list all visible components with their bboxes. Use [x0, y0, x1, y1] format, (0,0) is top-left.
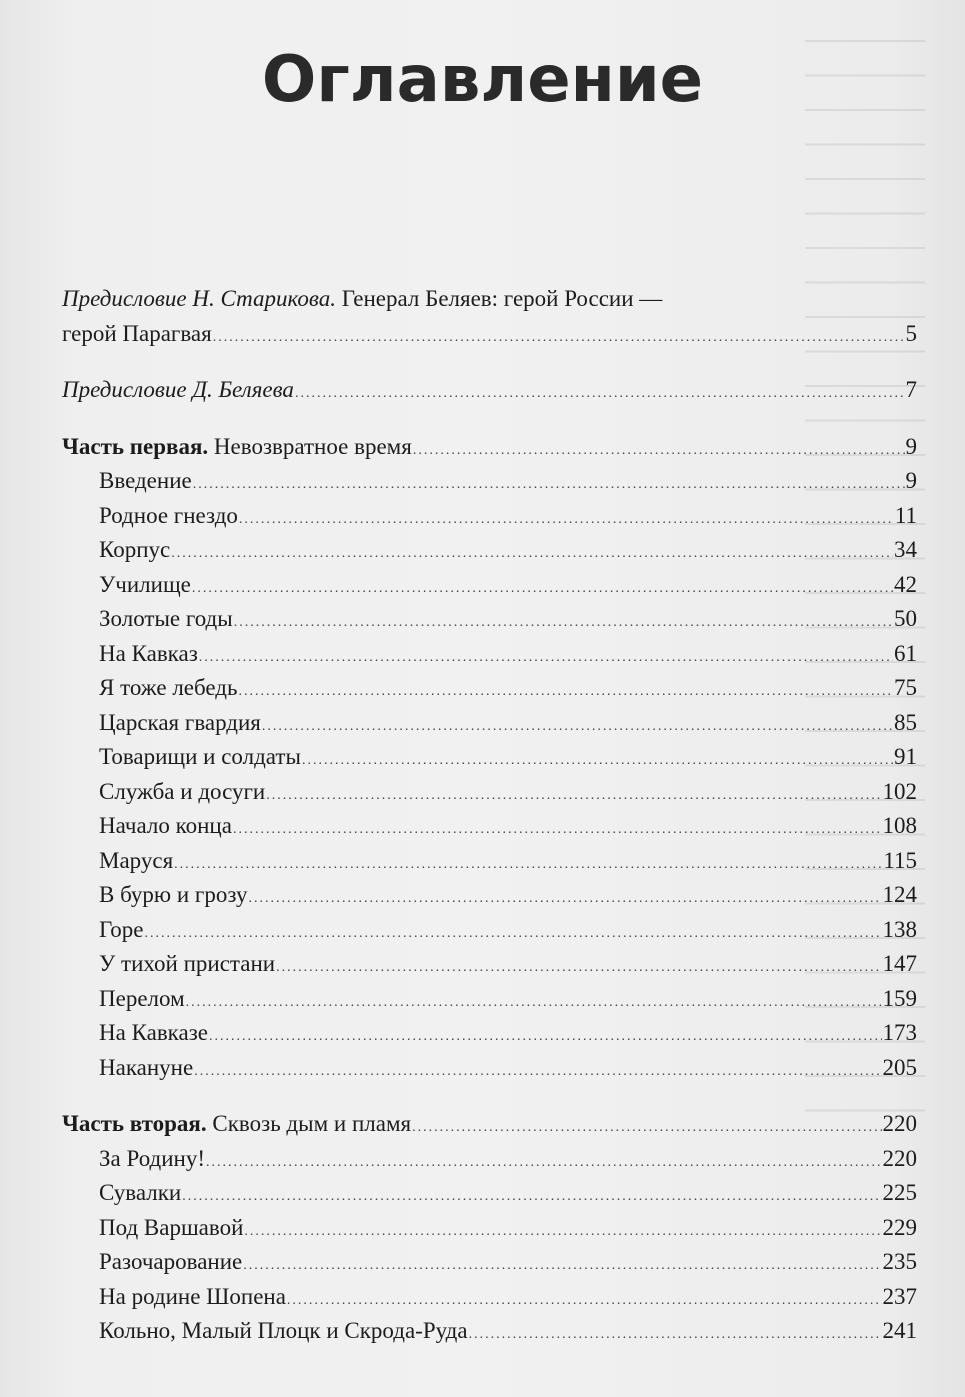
- dot-leader: [302, 744, 893, 779]
- toc-entry-page: 7: [905, 377, 917, 402]
- toc-entry-page: 91: [894, 744, 917, 769]
- toc-entry[interactable]: [62, 844, 917, 879]
- toc-entry-label: Разочарование: [99, 1249, 243, 1274]
- toc-entry-page: 138: [882, 916, 917, 942]
- toc-entry-page: 75: [894, 675, 917, 700]
- toc-entry-part-one[interactable]: [62, 430, 917, 465]
- toc-entry-label: Перелом: [99, 985, 185, 1011]
- dot-leader: [192, 572, 893, 607]
- dot-leader: [239, 503, 894, 538]
- toc-entry[interactable]: [62, 533, 917, 568]
- dot-leader: [469, 1318, 882, 1353]
- toc-entry-page: 5: [905, 320, 917, 346]
- toc-entry-foreword-starikov[interactable]: [62, 282, 917, 351]
- toc-entry-page: 9: [905, 433, 917, 459]
- toc-entry-page: 147: [882, 951, 917, 976]
- toc-entry-label: Введение: [99, 468, 192, 493]
- toc-entry[interactable]: [62, 775, 917, 810]
- toc-entry[interactable]: [62, 671, 917, 706]
- toc-entry[interactable]: [62, 1280, 917, 1315]
- toc-entry-label: Кольно, Малый Плоцк и Скрода-Руда: [99, 1318, 468, 1343]
- dot-leader: [266, 779, 881, 814]
- dot-leader: [287, 1284, 882, 1319]
- toc-entry-page: 225: [882, 1180, 917, 1205]
- toc-entry-page: 11: [894, 502, 917, 528]
- toc-entry[interactable]: [62, 982, 917, 1017]
- toc-entry-label: Товарищи и солдаты: [99, 744, 301, 769]
- toc-entry-label: У тихой пристани: [99, 951, 276, 976]
- toc-entry-label: В бурю и грозу: [99, 882, 248, 907]
- toc-entry[interactable]: [62, 1176, 917, 1211]
- toc-entry-italic: Предисловие Н. Старикова.: [62, 286, 336, 311]
- toc-entry-text: Сквозь дым и пламя: [206, 1111, 412, 1136]
- dot-leader: [234, 606, 893, 641]
- dot-leader: [213, 321, 905, 356]
- dot-leader: [209, 1020, 881, 1055]
- toc-entry-page: 34: [894, 537, 917, 562]
- toc-entry-label: Училище: [99, 571, 191, 597]
- toc-entry-label: герой Парагвая: [62, 320, 212, 346]
- toc-entry-label: [62, 430, 412, 465]
- dot-leader: [144, 917, 881, 952]
- toc-entry[interactable]: [62, 1051, 917, 1086]
- toc-entry-label: Я тоже лебедь: [99, 675, 238, 700]
- toc-entry[interactable]: [62, 637, 917, 672]
- page-title: Оглавление: [261, 43, 704, 117]
- dot-leader: [199, 641, 893, 676]
- dot-leader: [412, 1111, 881, 1146]
- toc-entry-text: Невозвратное время: [208, 433, 412, 459]
- toc-entry-label: [62, 1107, 411, 1142]
- toc-entry-page: 205: [882, 1054, 917, 1080]
- dot-leader: [193, 468, 905, 503]
- dot-leader: [194, 1055, 881, 1090]
- toc-entry-page: 124: [882, 882, 917, 907]
- toc-entry-label: Накануне: [99, 1054, 194, 1080]
- toc-entry-bold: Часть вторая.: [62, 1111, 207, 1136]
- toc-entry-label: Сувалки: [99, 1180, 182, 1205]
- toc-entry[interactable]: [62, 602, 917, 637]
- toc-entry-foreword-belyaev[interactable]: [62, 373, 917, 408]
- toc-entry-page: 85: [894, 709, 917, 735]
- toc-entry-label: Золотые годы: [99, 606, 233, 631]
- toc-entry-line: [62, 317, 917, 352]
- toc-entry-label: Маруся: [99, 847, 174, 873]
- toc-entry[interactable]: [62, 1245, 917, 1280]
- toc-entry[interactable]: [62, 740, 917, 775]
- dot-leader: [276, 951, 881, 986]
- toc-entry-bold: Часть первая.: [62, 433, 209, 459]
- dot-leader: [243, 1249, 881, 1284]
- toc-entry[interactable]: [62, 809, 917, 844]
- toc-entry-label: Служба и досуги: [99, 778, 266, 804]
- toc-entry[interactable]: [62, 1142, 917, 1177]
- table-of-contents: [62, 282, 917, 1349]
- toc-entry-label: Родное гнездо: [99, 502, 238, 528]
- toc-entry[interactable]: [62, 499, 917, 534]
- toc-entry-italic: Предисловие Д. Беляева: [62, 377, 294, 402]
- toc-entry-page: 42: [894, 571, 917, 597]
- toc-entry-page: 102: [882, 778, 917, 804]
- dot-leader: [233, 813, 882, 848]
- toc-entry-page: 9: [905, 468, 917, 493]
- toc-entry[interactable]: [62, 464, 917, 499]
- toc-entry-label: Корпус: [99, 537, 171, 562]
- toc-entry-label: На родине Шопена: [99, 1283, 286, 1309]
- dot-leader: [174, 848, 882, 883]
- toc-entry-line: [62, 282, 917, 317]
- dot-leader: [206, 1146, 881, 1181]
- toc-entry-page: 61: [894, 640, 917, 666]
- toc-entry-text: Генерал Беляев: герой России —: [335, 286, 663, 311]
- dot-leader: [262, 710, 893, 745]
- toc-entry-label: Под Варшавой: [99, 1214, 244, 1240]
- toc-entry[interactable]: [62, 706, 917, 741]
- dot-leader: [186, 986, 882, 1021]
- dot-leader: [413, 434, 905, 469]
- dot-leader: [244, 1215, 881, 1250]
- toc-entry-label: На Кавказе: [99, 1020, 209, 1045]
- dot-leader: [182, 1180, 881, 1215]
- toc-entry-label: Царская гвардия: [99, 709, 261, 735]
- toc-entry-page: 173: [882, 1020, 917, 1045]
- toc-entry-page: 220: [882, 1111, 917, 1136]
- toc-entry[interactable]: [62, 1211, 917, 1246]
- toc-entry[interactable]: [62, 568, 917, 603]
- toc-entry[interactable]: [62, 878, 917, 913]
- toc-entry-label: Горе: [99, 916, 144, 942]
- toc-entry[interactable]: [62, 947, 917, 982]
- toc-entry-page: 241: [882, 1318, 917, 1343]
- toc-entry-label: За Родину!: [99, 1145, 206, 1171]
- toc-entry-label: Начало конца: [99, 813, 232, 838]
- toc-entry-page: 159: [882, 985, 917, 1011]
- toc-entry[interactable]: [62, 1314, 917, 1349]
- dot-leader: [248, 882, 881, 917]
- dot-leader: [295, 377, 905, 412]
- toc-entry-label: На Кавказ: [99, 640, 198, 666]
- toc-entry-page: 115: [883, 847, 917, 873]
- toc-entry-page: 108: [882, 813, 917, 838]
- toc-entry-page: 50: [894, 606, 917, 631]
- toc-entry-page: 235: [882, 1249, 917, 1274]
- toc-entry[interactable]: [62, 1016, 917, 1051]
- toc-entry-page: 220: [882, 1145, 917, 1171]
- toc-entry-part-two[interactable]: [62, 1107, 917, 1142]
- dot-leader: [239, 675, 894, 710]
- toc-entry-label: [62, 373, 294, 408]
- dot-leader: [171, 537, 893, 572]
- toc-entry-page: 229: [882, 1214, 917, 1240]
- toc-entry[interactable]: [62, 913, 917, 948]
- toc-entry-page: 237: [882, 1283, 917, 1309]
